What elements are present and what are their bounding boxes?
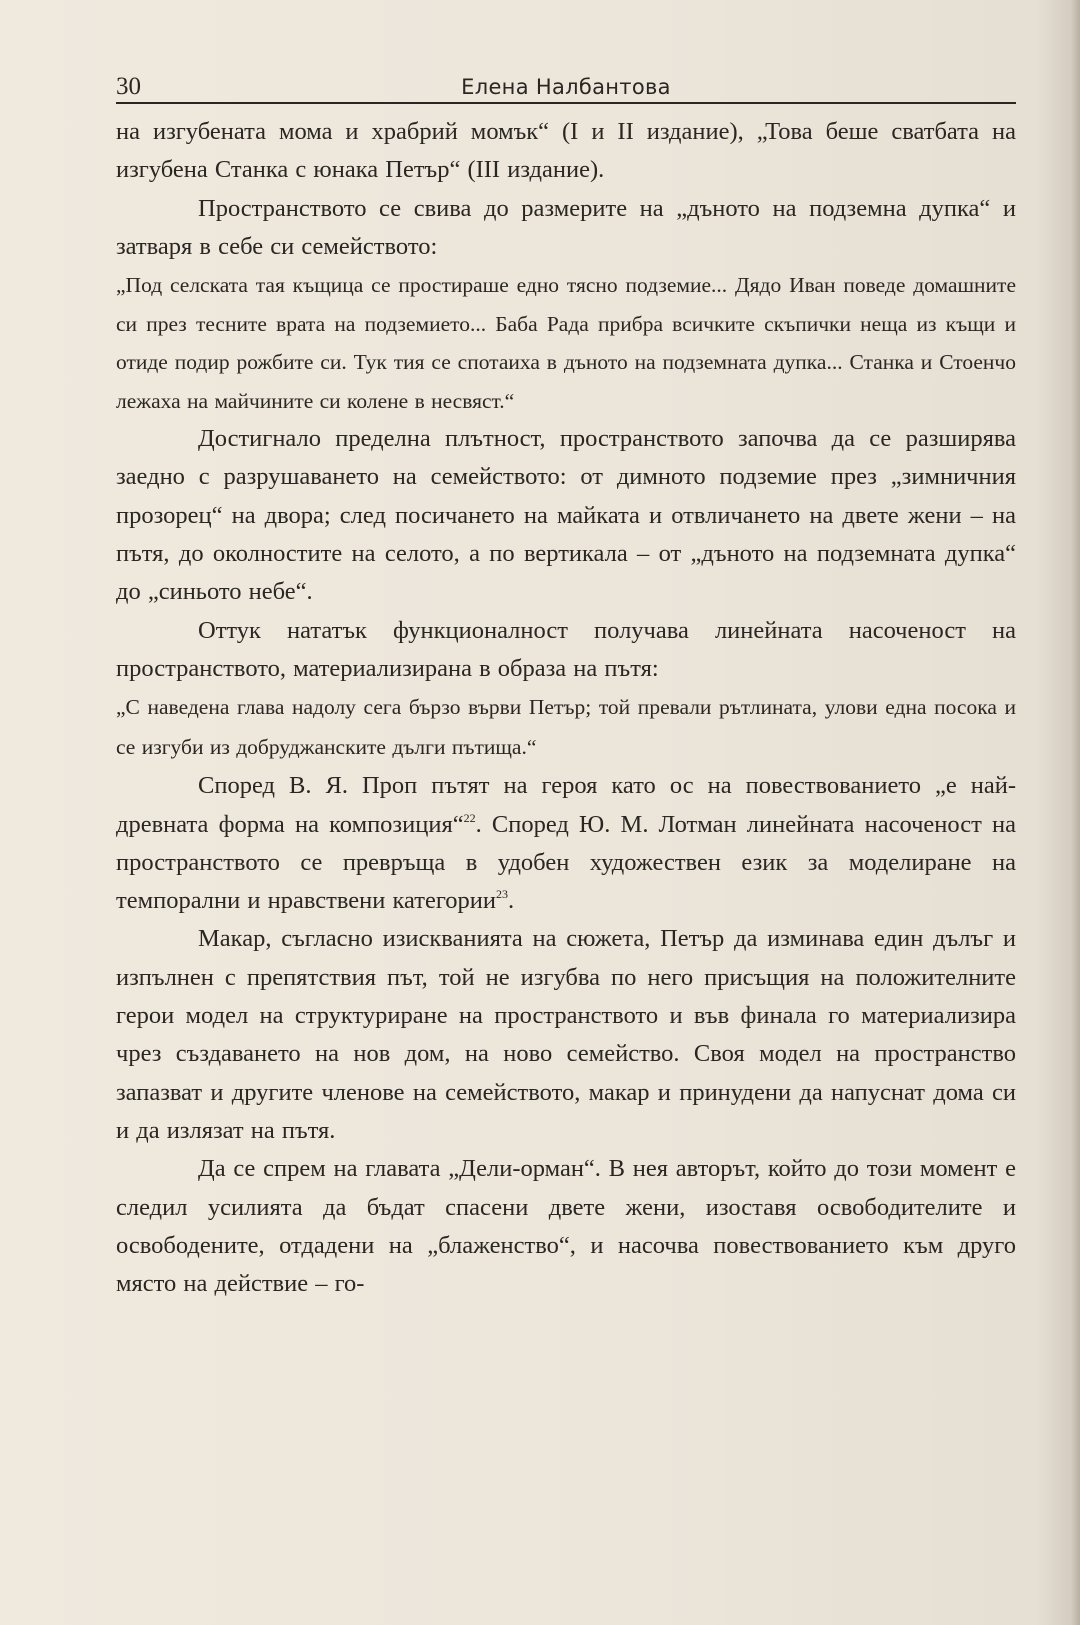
paragraph: Оттук нататък функционалност получава линейната насоченост на пространството, материализирана в образа на пътя: — [116, 616, 1016, 682]
block-quote: „С наведена глава надолу сега бързо върви Петър; той превали рътлината, улови една посока и се изгуби из добруджанските дълги пътища.“ — [116, 695, 1016, 759]
page-header — [116, 72, 1016, 104]
paragraph-text: . — [508, 887, 515, 915]
paragraph-text: . Според Ю. М. Лотман линейната насоченост на пространството се превръща в удобен художествен език за моделиране на темпорални и нравствени категории — [116, 810, 1016, 915]
paragraph: Да се спрем на главата „Дели-орман“. В нея авторът, който до този момент е следил усилията да бъдат спасени двете жени, изоставя освободителите и освободените, отдадени на „блаженство“, и насочва повествованието към друго място на действие – го- — [116, 1155, 1016, 1298]
footnote-ref[interactable]: 22 — [463, 810, 476, 825]
running-head: Елена Налбантова — [461, 75, 671, 99]
book-spine-edge — [1070, 0, 1080, 1625]
paragraph-with-footnotes — [116, 767, 1016, 920]
paragraph: Макар, съгласно изискванията на сюжета, Петър да изминава един дълъг и изпълнен с препятствия път, той не изгубва по него присъщия на положителните герои модел на структуриране на пространството и във финала го материализира чрез създаването на нов дом, на ново семейство. Своя модел на пространство запазват и другите членове на семейството, макар и принудени да напуснат дома си и да излязат на пътя. — [116, 925, 1016, 1144]
page-number: 30 — [116, 73, 141, 100]
paragraph-text: Според В. Я. Проп пътят на героя като ос на повествованието „е най-древната форма на композиция“ — [116, 772, 1016, 838]
footnote-ref[interactable]: 23 — [496, 887, 508, 902]
paragraph: Достигнало пределна плътност, пространството започва да се разширява заедно с разрушаването на семейството: от димното подземие през „зимничния прозорец“ на двора; след посичането на майката и отвличането на двете жени – на пътя, до околностите на селото, а по вертикала – от „дъното на подземната дупка“ до „синьото небе“. — [116, 425, 1016, 606]
block-quote: „Под селската тая къщица се простираше едно тясно подземие... Дядо Иван поведе домашните си през тесните врата на подземието... Баба Рада прибра всичките скъпички неща из къщи и отиде подир рожбите си. Тук тия се спотаиха в дъното на подземната дупка... Станка и Стоенчо лежаха на майчините си колене в несвяст.“ — [116, 273, 1016, 413]
paragraph: Пространството се свива до размерите на „дъното на подземна дупка“ и затваря в себе си семейството: — [116, 194, 1016, 260]
paragraph-continuation: на изгубената мома и храбрий момък“ (I и II издание), „Това беше сватбата на изгубена Станка с юнака Петър“ (III издание). — [116, 118, 1016, 184]
page-body — [116, 113, 1016, 1303]
